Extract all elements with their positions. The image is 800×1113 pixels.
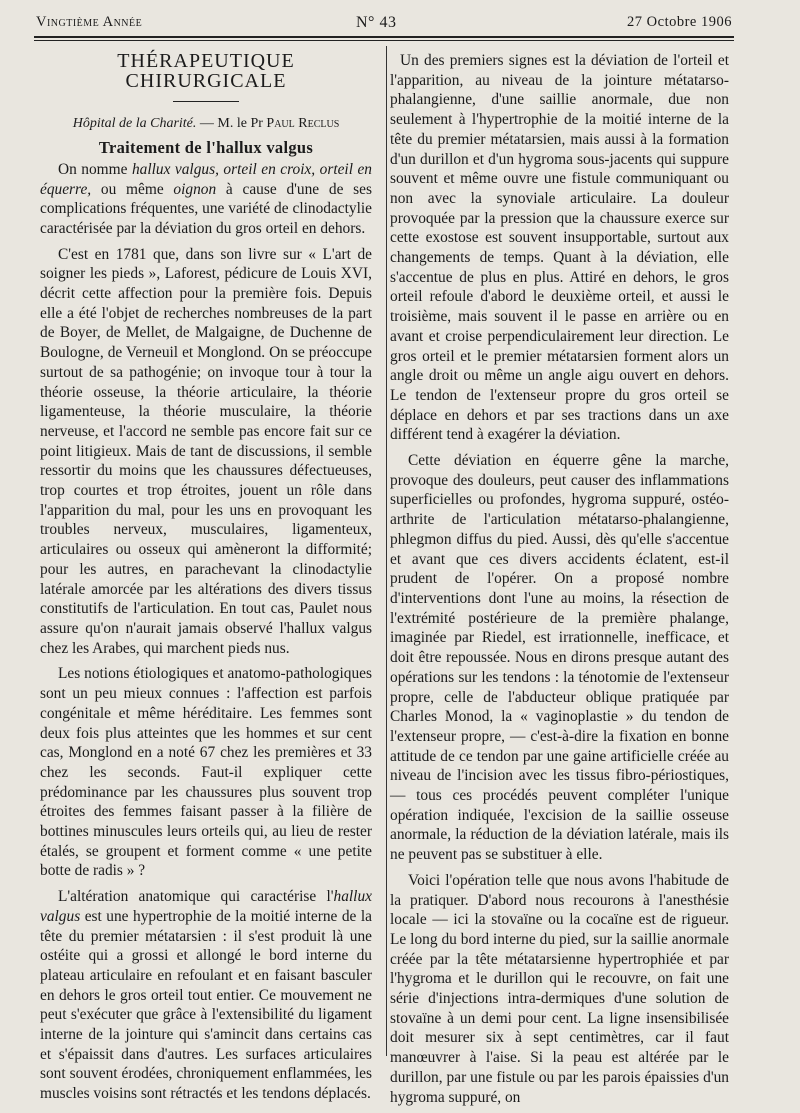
text-run: Voici l'opération telle que nous avons l'habitude de la pratiquer. D'abord nous recourons à l'anesthésie locale — ici la stovaïne ou la cocaïne est de rigueur. Le long du bord interne du pied, sur la saillie anormale créée par la tête métatarsienne hypertrophiée et par l'hygroma et le durillon qui le recouvre, on fait une série d'injections intra-dermiques d'une solution de stovaïne à un demi pour cent. La ligne insensibilisée doit mesurer six à sept centimètres, car il faut manœuvrer à l'aise. Si la peau est altérée par le durillon, par une fistule ou par les parois épaissies d'un hygroma suppuré, on xyxy=(390,871,729,1106)
italic-text: oignon xyxy=(173,180,217,198)
text-run: Un des premiers signes est la déviation de l'orteil et l'apparition, au niveau de la jointure métatarso-phalangienne, d'une saillie anormale, due non seulement à l'hypertrophie de la moitié interne de la tête du premier métatarsien, mais aussi à la formation d'un durillon et d'un hygroma sous-jacents qui suppure souvent et même ouvre une fistule communiquant ou non avec la synoviale articulaire. La douleur provoquée par la pression que la chaussure exerce sur cette exostose est souvent insupportable, surtout aux changements de temps. Quant à la déviation, elle s'accentue de plus en plus. Attiré en dehors, le gros orteil refoule d'abord le deuxième orteil, et aussi le troisième, mais souvent il le passe en arrière ou en avant et croise perpendiculairement leur direction. Le gros orteil et le premier métatarsien forment alors un angle droit ou même un angle aigu ouvert en dehors. Le tendon de l'extenseur propre du gros orteil se déplace en dehors et par ses tractions dans un axe différent tend à exagérer la déviation. xyxy=(390,52,729,444)
issue-number: N° 43 xyxy=(356,14,397,31)
volume-label: Vingtième Année xyxy=(36,14,143,30)
text-run: à cause d'une de ses complications fréquentes, une variété de clinodactylie caractérisée par la déviation du gros orteil en dehors. xyxy=(40,180,372,237)
byline-author: Paul Reclus xyxy=(266,116,340,132)
italic-text: hallux valgus xyxy=(40,888,372,925)
paragraph xyxy=(40,887,372,1104)
text-run: Cette déviation en équerre gêne la marche, provoque des douleurs, peut causer des inflammations superficielles ou profondes, hygroma suppuré, ostéo-arthrite de l'articulation métatarso-phalangienne, phlegmon diffus du pied. Aussi, dès qu'elle s'accentue et avant que ces divers accidents éclatent, est-il prudent de l'opérer. On a proposé nombre d'interventions dont l'une au moins, la résection de l'extrémité postérieure de la première phalange, imaginée par Riedel, est irrationnelle, inefficace, et doit être repoussée. Nous en dirons presque autant des opérations sur les tendons : la ténotomie de l'extenseur propre, celle de l'abducteur oblique pratiquée par Charles Monod, la « vaginoplastie » du tendon de l'extenseur propre, — c'est-à-dire la fixation en bonne attitude de ce tendon par une gaine artificielle créée au niveau de l'incision avec les tissus fibro-périostiques, — tous ces procédés peuvent compléter l'unique opération indiquée, l'excision de la saillie osseuse anormale, la réduction de la déviation latérale, mais ils ne peuvent pas se substituer à elle. xyxy=(390,452,729,864)
paragraph xyxy=(390,51,729,445)
column-divider xyxy=(386,46,387,1056)
paragraph xyxy=(40,245,372,659)
text-run: C'est en 1781 que, dans son livre sur « L'art de soigner les pieds », Laforest, pédicure de Louis XVI, décrit cette affection pour la première fois. Depuis elle a été l'objet de recherches nombreuses de la part de Boyer, de Mellet, de Malgaigne, de Duchenne de Boulogne, de Verneuil et Monglond. On se préoccupe surtout de sa pathogénie; on invoque tour à tour la théorie osseuse, la théorie articulaire, la théorie ligamenteuse, la théorie musculaire, la théorie nerveuse, et l'accord ne semble pas encore fait sur ce point litigieux. Mais de tant de discussions, il semble ressortir du moins que les chaussures défectueuses, trop courtes et trop étroites, jouent un rôle dans l'apparition du mal, pour les uns en provoquant les troubles nerveux, musculaires, ligamenteux, articulaires ou osseux qui amèneront la difformité; pour les autres, en parachevant la clinodactylie latérale amorcée par les altérations des divers tissus constitutifs de l'articulation. En tout cas, Paulet nous assure qu'on n'aurait jamais observé l'hallux valgus chez les Arabes, qui marchent pieds nus. xyxy=(40,245,372,657)
byline xyxy=(40,114,372,134)
byline-place: Hôpital de la Charité. xyxy=(72,116,197,132)
article-subtitle: Traitement de l'hallux valgus xyxy=(98,138,314,158)
text-run: L'altération anatomique qui caractérise l' xyxy=(58,888,334,906)
text-run: Les notions étiologiques et anatomo-pathologiques sont un peu mieux connues : l'affection est parfois congénitale et même héréditaire. Les femmes sont deux fois plus atteintes que les hommes et sur cent cas, Monglond en a noté 67 chez les premières et 33 chez les seconds. Faut-il expliquer cette prédominance par les chaussures plus souvent trop étroites des femmes faisant passer à la filière de bottines minuscules leurs orteils qui, au lieu de rester étalés, se groupent et forment comme « une petite botte de radis » ? xyxy=(40,665,372,880)
header-rule-thin xyxy=(34,40,734,41)
section-title: THÉRAPEUTIQUE CHIRURGICALE xyxy=(117,50,295,92)
header-rule-thick xyxy=(34,36,734,38)
left-column xyxy=(40,50,372,1110)
issue-date: 27 Octobre 1906 xyxy=(627,14,732,30)
right-column xyxy=(390,51,729,1113)
byline-separator: — M. le Pr xyxy=(196,116,267,132)
text-run: est une hypertrophie de la moitié interne de la tête du premier métatarsien : il s'est produit là une ostéite qui a grossi et allongé le bord interne du plateau articulaire en refoulant et en faisant basculer en dehors le gros orteil tout entier. Ce mouvement ne peut s'exécuter que grâce à l'extensibilité du ligament interne de la jointure qui s'amincit dans certains cas et s'épaissit dans d'autres. Les surfaces articulaires sont souvent érodées, chroniquement enflammées, les muscles voisins sont rétractés et les tendons déplacés. xyxy=(40,907,372,1103)
page-header xyxy=(36,12,732,34)
italic-text: hallux valgus, orteil en croix, orteil en équerre, xyxy=(40,160,372,198)
paragraph xyxy=(40,664,372,881)
title-rule xyxy=(173,101,239,102)
paragraph xyxy=(390,451,729,865)
paragraph xyxy=(40,160,372,239)
right-body xyxy=(390,51,729,1107)
text-run: On nomme xyxy=(58,160,132,178)
text-run: ou même xyxy=(91,180,174,198)
paragraph xyxy=(390,871,729,1107)
left-body xyxy=(40,160,372,1104)
